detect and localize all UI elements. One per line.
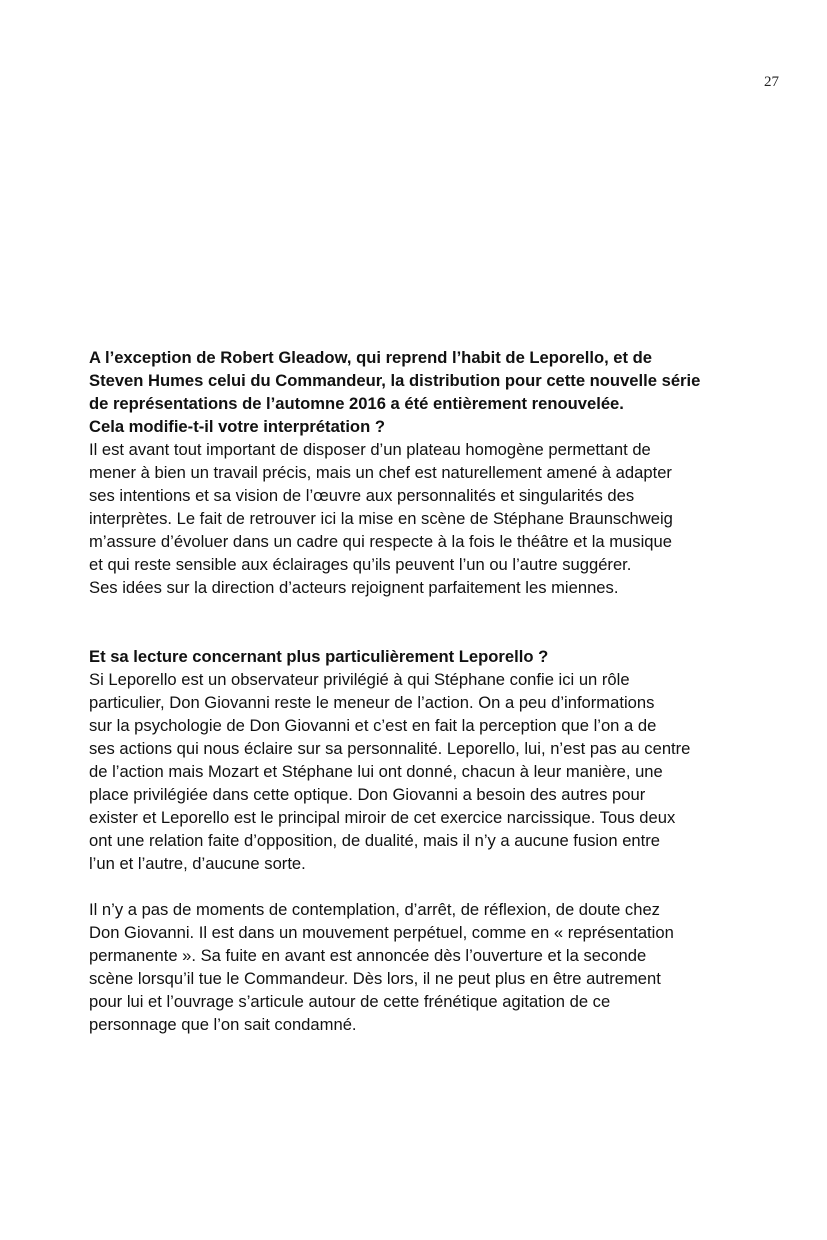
answer-line: pour lui et l’ouvrage s’articule autour de cette frénétique agitation de ce	[89, 992, 611, 1011]
answer-line: Il n’y a pas de moments de contemplation, d’arrêt, de réflexion, de doute chez	[89, 900, 660, 919]
answer-line: personnage que l’on sait condamné.	[89, 1015, 357, 1034]
paragraph-spacer	[89, 875, 749, 898]
question-line: Et sa lecture concernant plus particulièrement Leporello ?	[89, 647, 549, 666]
answer-line: Il est avant tout important de disposer d’un plateau homogène permettant de	[89, 440, 651, 459]
answer-line: scène lorsqu’il tue le Commandeur. Dès lors, il ne peut plus en être autrement	[89, 969, 661, 988]
question-line: A l’exception de Robert Gleadow, qui reprend l’habit de Leporello, et de	[89, 348, 653, 367]
page-number: 27	[764, 74, 779, 90]
answer-line: l’un et l’autre, d’aucune sorte.	[89, 854, 306, 873]
answer-1	[89, 438, 749, 599]
answer-line: mener à bien un travail précis, mais un chef est naturellement amené à adapter	[89, 463, 672, 482]
question-line: Steven Humes celui du Commandeur, la distribution pour cette nouvelle série	[89, 371, 701, 390]
answer-line: permanente ». Sa fuite en avant est annoncée dès l’ouverture et la seconde	[89, 946, 647, 965]
answer-line: Don Giovanni. Il est dans un mouvement perpétuel, comme en « représentation	[89, 923, 674, 942]
answer-line: interprètes. Le fait de retrouver ici la mise en scène de Stéphane Braunschweig	[89, 509, 673, 528]
answer-line: particulier, Don Giovanni reste le meneur de l’action. On a peu d’informations	[89, 693, 655, 712]
answer-line: ses actions qui nous éclaire sur sa personnalité. Leporello, lui, n’est pas au centre	[89, 739, 691, 758]
answer-line: et qui reste sensible aux éclairages qu’ils peuvent l’un ou l’autre suggérer.	[89, 555, 632, 574]
interview-text	[89, 346, 749, 1036]
answer-line: ses intentions et sa vision de l’œuvre aux personnalités et singularités des	[89, 486, 635, 505]
question-2	[89, 645, 749, 668]
answer-line: Ses idées sur la direction d’acteurs rejoignent parfaitement les miennes.	[89, 578, 619, 597]
question-line: de représentations de l’automne 2016 a été entièrement renouvelée.	[89, 394, 624, 413]
answer-2	[89, 668, 749, 875]
answer-line: m’assure d’évoluer dans un cadre qui respecte à la fois le théâtre et la musique	[89, 532, 672, 551]
answer-line: exister et Leporello est le principal miroir de cet exercice narcissique. Tous deux	[89, 808, 676, 827]
answer-line: sur la psychologie de Don Giovanni et c’est en fait la perception que l’on a de	[89, 716, 657, 735]
answer-2-paragraph-2	[89, 898, 749, 1036]
question-1	[89, 346, 749, 438]
section-spacer	[89, 599, 749, 645]
answer-line: ont une relation faite d’opposition, de dualité, mais il n’y a aucune fusion entre	[89, 831, 661, 850]
answer-line: place privilégiée dans cette optique. Don Giovanni a besoin des autres pour	[89, 785, 646, 804]
answer-line: Si Leporello est un observateur privilégié à qui Stéphane confie ici un rôle	[89, 670, 630, 689]
answer-line: de l’action mais Mozart et Stéphane lui ont donné, chacun à leur manière, une	[89, 762, 663, 781]
question-line: Cela modifie-t-il votre interprétation ?	[89, 417, 385, 436]
